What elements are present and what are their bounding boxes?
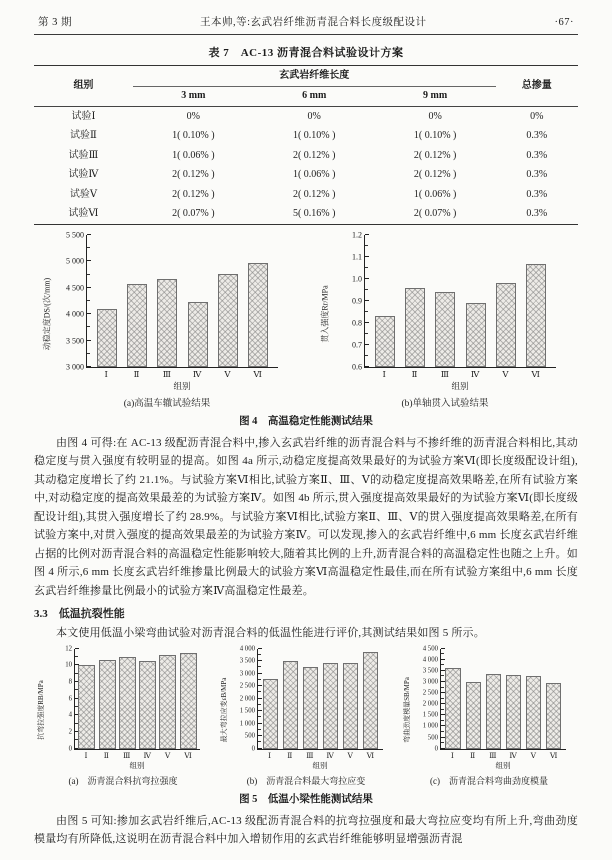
y-tick-label: 2 500 xyxy=(422,689,438,697)
x-tick-labels xyxy=(364,369,556,380)
x-tick-label: Ⅳ xyxy=(143,750,151,760)
x-tick-labels xyxy=(257,751,383,760)
figure-5c-block xyxy=(400,645,578,787)
y-tick-label: 3 500 xyxy=(239,657,255,665)
y-tick-label: 0 xyxy=(251,745,255,753)
y-tick-label: 3 000 xyxy=(239,670,255,678)
x-tick-labels xyxy=(440,751,566,760)
plot-column xyxy=(239,645,383,771)
table-row xyxy=(34,185,578,205)
bar-Ⅲ xyxy=(303,667,318,748)
x-tick-label: Ⅲ xyxy=(162,369,171,379)
x-tick-label: Ⅲ xyxy=(123,750,131,760)
plot-area xyxy=(66,230,278,372)
plot-area xyxy=(352,230,556,372)
figure-5b-block xyxy=(217,645,395,787)
bar-Ⅳ xyxy=(466,303,486,367)
x-axis-label: 组别 xyxy=(312,760,328,770)
y-tick-label: 500 xyxy=(244,732,255,740)
y-tick-label: 1.1 xyxy=(352,252,362,262)
figure-4a-caption: (a)高温车辙试验结果 xyxy=(123,399,211,409)
bar-Ⅵ xyxy=(546,683,562,749)
y-tick-label: 1 500 xyxy=(422,711,438,719)
x-tick-label: Ⅳ xyxy=(470,369,480,379)
y-tick-label: 8 xyxy=(68,678,72,686)
x-tick-label: Ⅲ xyxy=(440,369,449,379)
table-row xyxy=(34,205,578,225)
page-number: ·67· xyxy=(554,17,574,28)
journal-issue: 第 3 期 xyxy=(38,17,72,28)
figure-4b-block xyxy=(318,230,572,409)
x-tick-label: Ⅵ xyxy=(253,369,262,379)
col-header-9mm: 9 mm xyxy=(423,90,448,101)
bar-Ⅲ xyxy=(486,674,502,748)
y-tick-label: 0 xyxy=(434,745,438,753)
x-tick-label: Ⅰ xyxy=(104,369,108,379)
running-title: 王本帅,等:玄武岩纤维沥青混合料长度级配设计 xyxy=(199,17,427,28)
y-tick-label: 3 000 xyxy=(422,678,438,686)
table-row xyxy=(34,127,578,147)
x-tick-label: Ⅱ xyxy=(103,750,109,760)
figure-5c-caption: (c) 沥青混合料弯曲劲度模量 xyxy=(430,775,548,786)
cell-3mm: 2( 0.12% ) xyxy=(172,188,215,200)
plot-area xyxy=(65,645,200,753)
x-tick-labels xyxy=(74,751,200,760)
table-header xyxy=(34,66,578,107)
cell-9mm: 1( 0.10% ) xyxy=(413,130,457,141)
figure-4-caption: 图 4 高温稳定性能测试结果 xyxy=(239,416,373,427)
x-tick-label: Ⅳ xyxy=(509,750,517,760)
x-tick-label: Ⅱ xyxy=(411,369,418,379)
x-tick-label: Ⅴ xyxy=(164,750,171,760)
bar-Ⅰ xyxy=(445,668,461,748)
cell-9mm: 2( 0.12% ) xyxy=(413,149,457,161)
y-axis-label: 最大弯拉应变εB/MPa xyxy=(219,677,228,743)
figure-5-caption: 图 5 低温小梁性能测试结果 xyxy=(239,793,373,805)
col-header-fiber-length: 玄武岩纤维长度 xyxy=(133,66,496,87)
y-tick-label: 0.6 xyxy=(352,362,362,372)
x-tick-label: Ⅵ xyxy=(549,750,558,760)
y-tick-label: 1.2 xyxy=(352,230,362,240)
cell-group: 试验Ⅰ xyxy=(71,110,96,122)
bar-Ⅴ xyxy=(526,676,542,748)
cell-6mm: 1( 0.06% ) xyxy=(292,169,336,180)
bar-Ⅳ xyxy=(139,661,156,749)
y-tick-label: 500 xyxy=(427,734,438,742)
cell-total: 0.3% xyxy=(526,208,548,219)
plot-column xyxy=(65,645,200,771)
chart-fig5b xyxy=(217,645,395,771)
y-axis-label-wrap xyxy=(217,649,230,771)
figure-5a-caption: (a) 沥青混合料抗弯拉强度 xyxy=(68,775,178,786)
x-tick-label: Ⅵ xyxy=(184,750,192,760)
x-tick-label: Ⅴ xyxy=(502,369,509,379)
y-tick-label: 4 000 xyxy=(422,656,438,664)
bar-Ⅰ xyxy=(78,665,95,749)
x-tick-label: Ⅰ xyxy=(450,750,454,760)
cell-total: 0.3% xyxy=(526,130,548,141)
cell-group: 试验Ⅴ xyxy=(69,188,98,200)
table-header-row xyxy=(34,66,578,87)
cell-total: 0.3% xyxy=(526,169,548,180)
bar-Ⅴ xyxy=(343,663,358,749)
figure-5b-caption: (b) 沥青混合料最大弯拉应变 xyxy=(246,775,366,786)
bar-Ⅱ xyxy=(99,660,116,748)
cell-total: 0.3% xyxy=(526,188,548,200)
cell-group: 试验Ⅱ xyxy=(70,130,97,141)
x-tick-label: Ⅴ xyxy=(347,750,353,760)
y-axis-label-wrap xyxy=(318,235,331,392)
table-title: 表 7 AC-13 沥青混合料试验设计方案 xyxy=(208,47,404,59)
design-table xyxy=(34,65,578,225)
y-axis-label: 动稳定度DS/(次/mm) xyxy=(42,277,51,350)
running-head xyxy=(34,12,578,35)
y-tick-label: 4 000 xyxy=(66,309,84,319)
figure-4b-caption: (b)单轴贯入试验结果 xyxy=(401,399,489,409)
cell-total: 0% xyxy=(530,110,544,122)
section-heading-3-3: 3.3 低温抗裂性能 xyxy=(34,608,125,621)
bar-Ⅰ xyxy=(375,316,395,367)
y-tick-label: 0.7 xyxy=(352,340,362,350)
chart-fig5c xyxy=(400,645,578,771)
bar-Ⅲ xyxy=(119,657,136,749)
x-axis-label: 组别 xyxy=(451,381,469,391)
plot-column xyxy=(422,645,566,771)
plot-area xyxy=(239,645,383,753)
bar-Ⅱ xyxy=(405,288,425,367)
bars-group xyxy=(87,235,278,367)
x-tick-label: Ⅴ xyxy=(530,750,537,760)
cell-9mm: 0% xyxy=(428,110,442,122)
x-tick-label: Ⅵ xyxy=(366,750,375,760)
y-tick-label: 1 500 xyxy=(239,707,255,715)
col-header-group: 组别 xyxy=(73,79,94,91)
cell-6mm: 0% xyxy=(307,110,321,122)
y-axis-label-wrap xyxy=(34,649,47,771)
figure-5a-block xyxy=(34,645,212,787)
y-axis-label: 抗弯拉强度RB/MPa xyxy=(36,679,45,740)
chart-fig5a xyxy=(34,645,212,771)
paragraph-low-temp-intro: 本文使用低温小梁弯曲试验对沥青混合料的低温性能进行评价,其测试结果如图 5 所示。 xyxy=(56,627,485,640)
bar-Ⅱ xyxy=(283,661,298,749)
paragraph-low-temp-result: 由图 5 可知:掺加玄武岩纤维后,AC-13 级配沥青混合料的抗弯拉强度和最大弯拉应变均有所上升,弯曲劲度模量均有所降低,这说明在沥青混合料中加入增韧作用的玄武岩纤维能够明显增强沥青混 xyxy=(34,814,578,846)
bar-Ⅱ xyxy=(127,284,147,367)
bar-Ⅴ xyxy=(159,655,176,748)
y-tick-label: 4 500 xyxy=(66,283,84,293)
y-axis-label-wrap xyxy=(40,235,53,392)
paragraph-high-temp: 由图 4 可得:在 AC-13 级配沥青混合料中,掺入玄武岩纤维的沥青混合料与不掺纤维的沥青混合料相比,其动稳定度与贯入强度有较明显的提高。如图 4a 所示,动稳定度提高效果最好的为试验方案Ⅵ(即长度级配设计组),其动稳定度增长了约 21.1%。与试验方案Ⅵ相比,试验方案Ⅱ、Ⅲ、Ⅴ的动稳定度提高效果略差,在所有试验方案中,对动稳定度的提高效果最差的为试验方案Ⅳ。如图 4b 所示,贯入强度提高效果最好的为试验方案Ⅵ(即长度级配设计组),其贯入强度增长了约 28.9%。与试验方案Ⅵ相比,试验方案Ⅱ、Ⅲ、Ⅴ的贯入强度提高效果略差,在所有试验方案中,对贯入强度的提高效果最差的为试验方案Ⅳ。可以发现,掺入的玄武岩纤维中,6 mm 长度玄武岩纤维占据的比例对沥青混合料的高温稳定性能影响较大,随着其比例的上升,沥青混合料的高温稳定性也随之上升。如图 4 所示,6 mm 长度玄武岩纤维掺量比例最大的试验方案Ⅵ高温稳定性最佳,而在所有试验方案组中,6 mm 长度玄武岩纤维掺量比例最小的试验方案Ⅳ高温稳定性最差。 xyxy=(34,437,578,597)
cell-3mm: 0% xyxy=(186,110,200,122)
y-tick-label: 1.0 xyxy=(352,274,362,284)
y-tick-label: 2 000 xyxy=(422,700,438,708)
x-tick-label: Ⅲ xyxy=(489,750,497,760)
y-tick-label: 4 000 xyxy=(239,645,255,653)
cell-group: 试验Ⅵ xyxy=(68,208,99,219)
cell-group: 试验Ⅲ xyxy=(68,149,99,161)
y-tick-label: 3 000 xyxy=(66,362,84,372)
cell-3mm: 2( 0.12% ) xyxy=(172,169,215,180)
bar-Ⅵ xyxy=(180,653,197,749)
cell-6mm: 2( 0.12% ) xyxy=(292,188,336,200)
y-tick-label: 12 xyxy=(65,645,72,653)
col-header-3mm: 3 mm xyxy=(181,90,206,101)
y-tick-label: 4 500 xyxy=(422,645,438,653)
y-tick-label: 1 000 xyxy=(239,720,255,728)
bar-Ⅱ xyxy=(466,682,482,749)
y-tick-label: 10 xyxy=(65,661,72,669)
x-tick-label: Ⅰ xyxy=(84,750,88,760)
bar-Ⅵ xyxy=(363,652,378,749)
x-tick-label: Ⅱ xyxy=(133,369,140,379)
figure-5 xyxy=(34,645,578,787)
y-tick-label: 0.9 xyxy=(352,296,362,306)
bar-Ⅵ xyxy=(526,264,546,367)
x-tick-labels xyxy=(86,369,278,380)
bar-Ⅴ xyxy=(218,274,238,367)
y-tick-label: 1 000 xyxy=(422,722,438,730)
bar-Ⅲ xyxy=(157,279,177,367)
y-tick-label: 4 xyxy=(68,711,72,719)
bar-Ⅲ xyxy=(435,292,455,367)
bar-Ⅳ xyxy=(323,663,338,749)
x-axis-label: 组别 xyxy=(129,760,145,770)
bar-Ⅴ xyxy=(496,283,516,367)
x-tick-label: Ⅱ xyxy=(470,750,476,760)
col-header-total: 总掺量 xyxy=(521,79,552,91)
plot-column xyxy=(352,230,556,392)
bar-Ⅳ xyxy=(188,302,208,367)
bars-group xyxy=(365,235,556,367)
x-axis-label: 组别 xyxy=(173,381,191,391)
x-tick-label: Ⅵ xyxy=(531,369,540,379)
x-axis-label: 组别 xyxy=(495,760,511,770)
cell-6mm: 1( 0.10% ) xyxy=(292,130,336,141)
cell-9mm: 1( 0.06% ) xyxy=(413,188,457,200)
bars-group xyxy=(75,649,200,749)
y-tick-label: 2 000 xyxy=(239,695,255,703)
x-tick-label: Ⅱ xyxy=(287,750,293,760)
bar-Ⅵ xyxy=(248,263,268,367)
figure-4a-block xyxy=(40,230,294,409)
x-tick-label: Ⅰ xyxy=(268,750,272,760)
cell-3mm: 1( 0.10% ) xyxy=(172,130,215,141)
y-tick-label: 5 000 xyxy=(66,256,84,266)
cell-9mm: 2( 0.07% ) xyxy=(413,208,457,219)
cell-3mm: 2( 0.07% ) xyxy=(172,208,215,219)
figure-4 xyxy=(34,230,578,409)
bars-group xyxy=(441,649,566,749)
chart-fig4b xyxy=(318,230,572,392)
y-axis-label: 弯曲劲度模量SB/MPa xyxy=(402,676,411,743)
y-axis-label-wrap xyxy=(400,649,413,771)
y-tick-label: 3 500 xyxy=(66,336,84,346)
y-axis-label: 贯入强度Rr/MPa xyxy=(320,284,329,343)
y-tick-label: 5 500 xyxy=(66,230,84,240)
cell-6mm: 5( 0.16% ) xyxy=(292,208,336,219)
bar-Ⅰ xyxy=(97,309,117,367)
bars-group xyxy=(258,649,383,749)
x-tick-label: Ⅳ xyxy=(192,369,202,379)
cell-group: 试验Ⅳ xyxy=(68,169,99,180)
table-row xyxy=(34,107,578,127)
cell-total: 0.3% xyxy=(526,149,548,161)
y-tick-label: 2 xyxy=(68,728,72,736)
x-tick-label: Ⅲ xyxy=(306,750,314,760)
y-tick-label: 0 xyxy=(68,745,72,753)
y-tick-label: 6 xyxy=(68,695,72,703)
y-tick-label: 3 500 xyxy=(422,667,438,675)
x-tick-label: Ⅰ xyxy=(382,369,386,379)
x-tick-label: Ⅳ xyxy=(326,750,334,760)
table-row xyxy=(34,166,578,186)
bar-Ⅳ xyxy=(506,675,522,748)
chart-fig4a xyxy=(40,230,294,392)
plot-column xyxy=(66,230,278,392)
x-tick-label: Ⅴ xyxy=(224,369,231,379)
y-tick-label: 2 500 xyxy=(239,682,255,690)
cell-9mm: 2( 0.12% ) xyxy=(413,169,457,180)
cell-6mm: 2( 0.12% ) xyxy=(292,149,336,161)
table-row xyxy=(34,146,578,166)
y-tick-label: 0.8 xyxy=(352,318,362,328)
col-header-6mm: 6 mm xyxy=(302,90,327,101)
cell-3mm: 1( 0.06% ) xyxy=(172,149,215,161)
plot-area xyxy=(422,645,566,753)
bar-Ⅰ xyxy=(263,679,278,749)
